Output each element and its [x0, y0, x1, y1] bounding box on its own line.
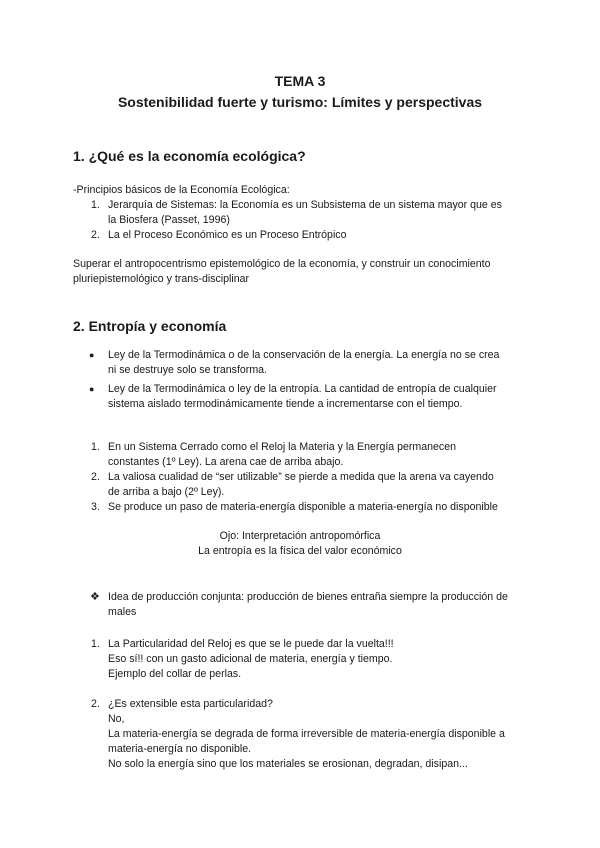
bullet-dot-icon: ●	[89, 384, 95, 394]
diamond-item-line: males	[108, 606, 137, 618]
bullet-line: Ley de la Termodinámica o de la conservación de la energía. La energía no se crea	[108, 349, 500, 361]
section1-intro: -Principios básicos de la Economía Ecológica:	[73, 184, 290, 196]
list-number: 1.	[91, 638, 100, 650]
list-item-line: No,	[108, 713, 125, 725]
list-number: 3.	[91, 501, 100, 513]
list-item-line: la Biosfera (Passet, 1996)	[108, 214, 230, 226]
reloj-list	[0, 637, 600, 772]
list-item-line: Jerarquía de Sistemas: la Economía es un Subsistema de un sistema mayor que es	[108, 199, 502, 211]
list-item-line: Eso sí!! con un gasto adicional de materia, energía y tiempo.	[108, 653, 393, 665]
list-item-line: No solo la energía sino que los materiales se erosionan, degradan, disipan...	[108, 758, 468, 770]
bullet-line: ni se destruye solo se transforma.	[108, 364, 267, 376]
list-item-line: ¿Es extensible esta particularidad?	[108, 698, 273, 710]
bullet-line: sistema aislado termodinámicamente tiende a incrementarse con el tiempo.	[108, 398, 463, 410]
list-item-line: La Particularidad del Reloj es que se le puede dar la vuelta!!!	[108, 638, 394, 650]
list-number: 2.	[91, 229, 100, 241]
list-item-line: La valiosa cualidad de “ser utilizable” se pierde a medida que la arena va cayendo	[108, 471, 494, 483]
list-item-line: de arriba a bajo (2º Ley).	[108, 486, 225, 498]
note-line: Ojo: Interpretación antropomórfica	[219, 530, 381, 542]
page-title: TEMA 3	[274, 73, 326, 89]
diamond-item	[0, 590, 600, 622]
diamond-bullet-icon: ❖	[90, 591, 100, 603]
bullet-dot-icon: ●	[89, 350, 95, 360]
list-item-line: La el Proceso Económico es un Proceso Entrópico	[108, 229, 347, 241]
list-number: 2.	[91, 471, 100, 483]
bullet-line: Ley de la Termodinámica o ley de la entropía. La cantidad de entropía de cualquier	[108, 383, 497, 395]
section-heading-1: 1. ¿Qué es la economía ecológica?	[73, 148, 306, 164]
section-heading-2: 2. Entropía y economía	[73, 318, 227, 334]
list-number: 2.	[91, 698, 100, 710]
list-item-line: Ejemplo del collar de perlas.	[108, 668, 242, 680]
list-number: 1.	[91, 199, 100, 211]
diamond-item-line: Idea de producción conjunta: producción de bienes entraña siempre la producción de	[108, 591, 508, 603]
section1-list	[0, 198, 600, 243]
note-line: La entropía es la física del valor económico	[198, 545, 402, 557]
section1-closing-line: pluriepistemológico y trans-disciplinar	[73, 273, 250, 285]
list-item-line: materia-energía no disponible.	[108, 743, 252, 755]
list-item-line: Se produce un paso de materia-energía disponible a materia-energía no disponible	[108, 501, 498, 513]
list-number: 1.	[91, 441, 100, 453]
section1-closing-line: Superar el antropocentrismo epistemológico de la economía, y construir un conocimiento	[73, 258, 491, 270]
list-item-line: La materia-energía se degrada de forma irreversible de materia-energía disponible a	[108, 728, 505, 740]
list-item-line: En un Sistema Cerrado como el Reloj la Materia y la Energía permanecen	[108, 441, 457, 453]
page-subtitle: Sostenibilidad fuerte y turismo: Límites y perspectivas	[117, 94, 483, 110]
section2-bullets	[0, 348, 600, 418]
section2-numbered-list	[0, 440, 600, 520]
list-item-line: constantes (1º Ley). La arena cae de arriba abajo.	[108, 456, 344, 468]
